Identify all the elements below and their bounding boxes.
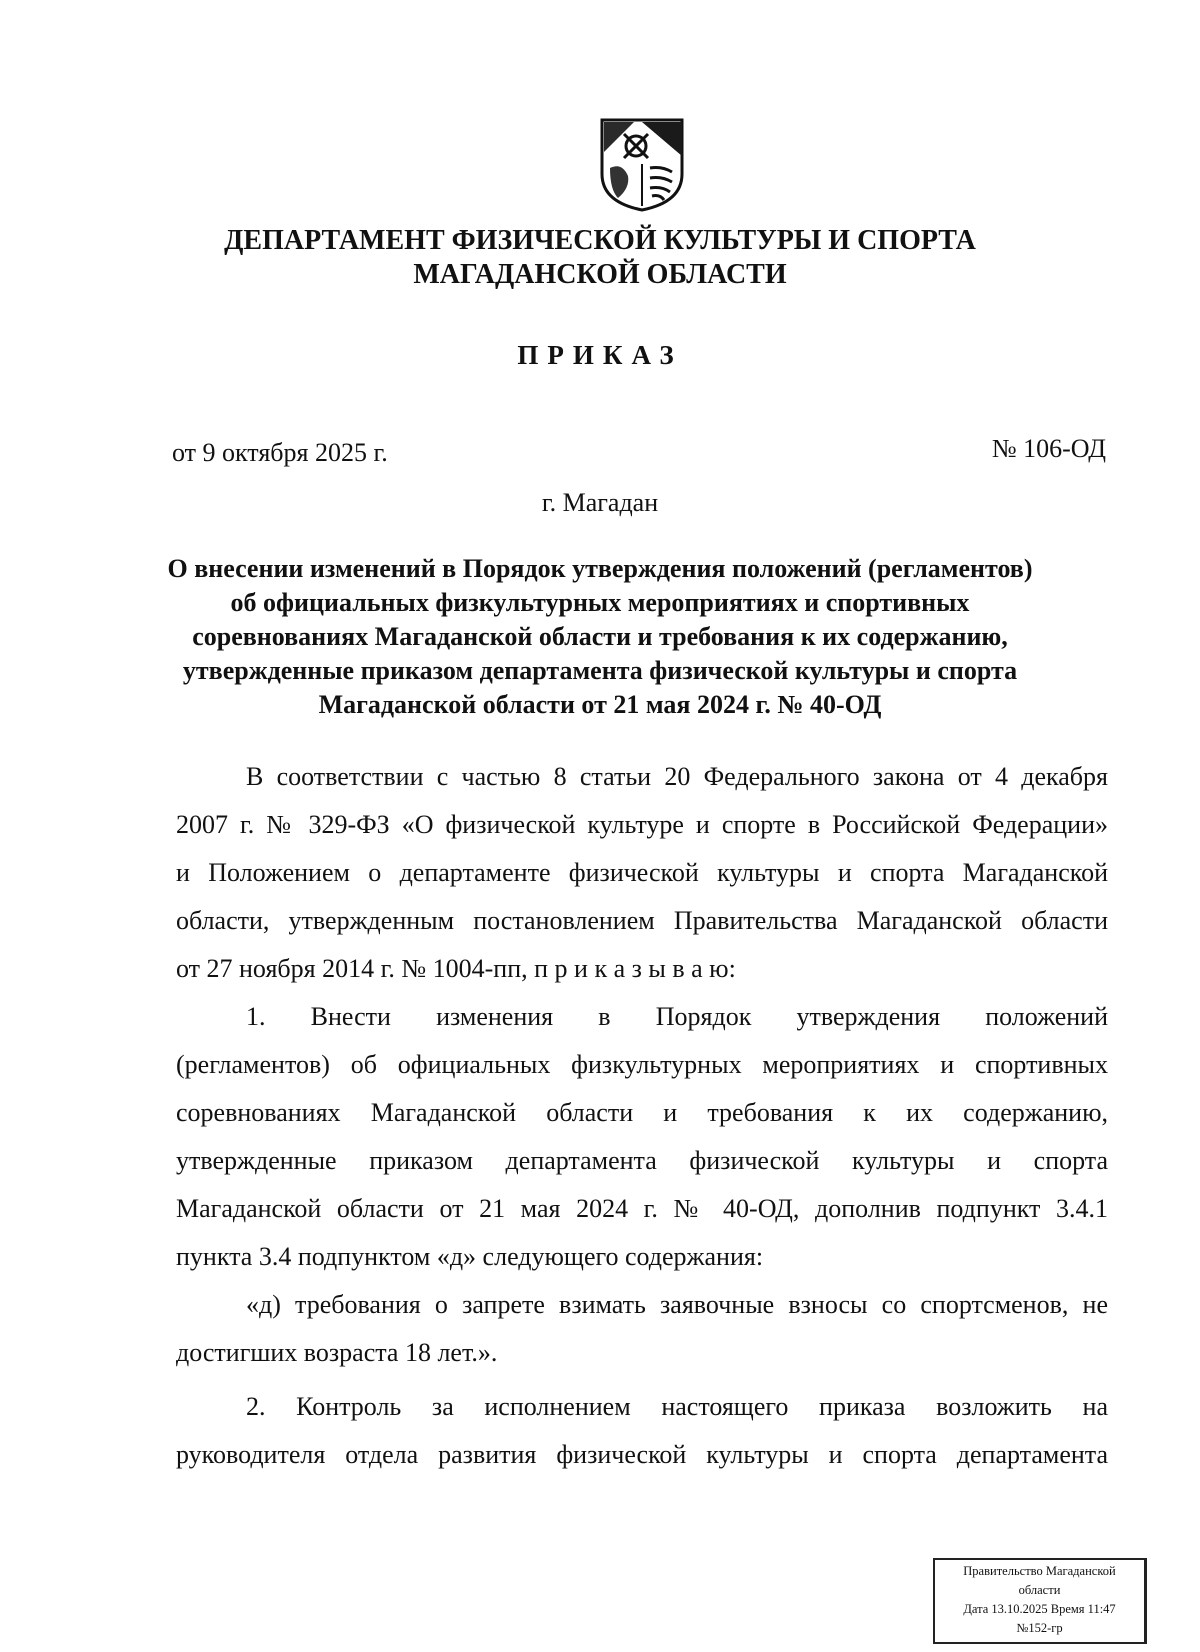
body-line: (регламентов) об официальных физкультурных мероприятиях и спортивных: [176, 1050, 1108, 1079]
body-line: В соответствии с частью 8 статьи 20 Федерального закона от 4 декабря: [246, 762, 1108, 791]
title-line: Магаданской области от 21 мая 2024 г. № 40-ОД: [318, 690, 882, 719]
document-title: [0, 552, 1200, 722]
body-line: Магаданской области от 21 мая 2024 г. № 40-ОД, дополнив подпункт 3.4.1: [176, 1194, 1108, 1223]
body-line: 2. Контроль за исполнением настоящего приказа возложить на: [246, 1392, 1108, 1421]
body-line: соревнованиях Магаданской области и требования к их содержанию,: [176, 1098, 1108, 1127]
title-line: О внесении изменений в Порядок утверждения положений (регламентов): [167, 554, 1033, 583]
magadan-region-coat-of-arms-icon: [598, 116, 686, 212]
body-line: руководителя отдела развития физической культуры и спорта департамента: [176, 1440, 1108, 1469]
document-type-heading: ПРИКАЗ: [517, 340, 683, 370]
body-line: пункта 3.4 подпунктом «д» следующего содержания:: [176, 1242, 764, 1271]
title-line: соревнованиях Магаданской области и требования к их содержанию,: [192, 622, 1008, 651]
body-line: достигших возраста 18 лет.».: [176, 1338, 498, 1367]
title-line: утвержденные приказом департамента физической культуры и спорта: [182, 656, 1018, 685]
registration-stamp: [933, 1558, 1147, 1644]
document-city: г. Магадан: [541, 488, 659, 517]
body-line: 2007 г. № 329-ФЗ «О физической культуре и спорте в Российской Федерации»: [176, 810, 1108, 839]
document-date: от 9 октября 2025 г.: [172, 438, 388, 467]
body-line: и Положением о департаменте физической культуры и спорта Магаданской: [176, 858, 1108, 887]
body-line: утвержденные приказом департамента физической культуры и спорта: [176, 1146, 1108, 1175]
body-line: области, утвержденным постановлением Правительства Магаданской области: [176, 906, 1108, 935]
body-line: от 27 ноября 2014 г. № 1004-пп, п р и к а з ы в а ю:: [176, 954, 736, 983]
org-name-line-2: МАГАДАНСКОЙ ОБЛАСТИ: [413, 259, 787, 290]
document-number: № 106-ОД: [991, 434, 1106, 463]
title-line: об официальных физкультурных мероприятиях и спортивных: [230, 588, 970, 617]
body-line: «д) требования о запрете взимать заявочные взносы со спортсменов, не: [246, 1290, 1108, 1319]
stamp-line: Правительство Магаданской: [963, 1564, 1116, 1578]
stamp-line: области: [1018, 1583, 1061, 1597]
org-name-line-1: ДЕПАРТАМЕНТ ФИЗИЧЕСКОЙ КУЛЬТУРЫ И СПОРТА: [224, 225, 976, 256]
stamp-line: №152-гр: [1016, 1621, 1063, 1635]
body-line: 1. Внести изменения в Порядок утверждения положений: [246, 1002, 1108, 1031]
stamp-line: Дата 13.10.2025 Время 11:47: [963, 1602, 1116, 1616]
